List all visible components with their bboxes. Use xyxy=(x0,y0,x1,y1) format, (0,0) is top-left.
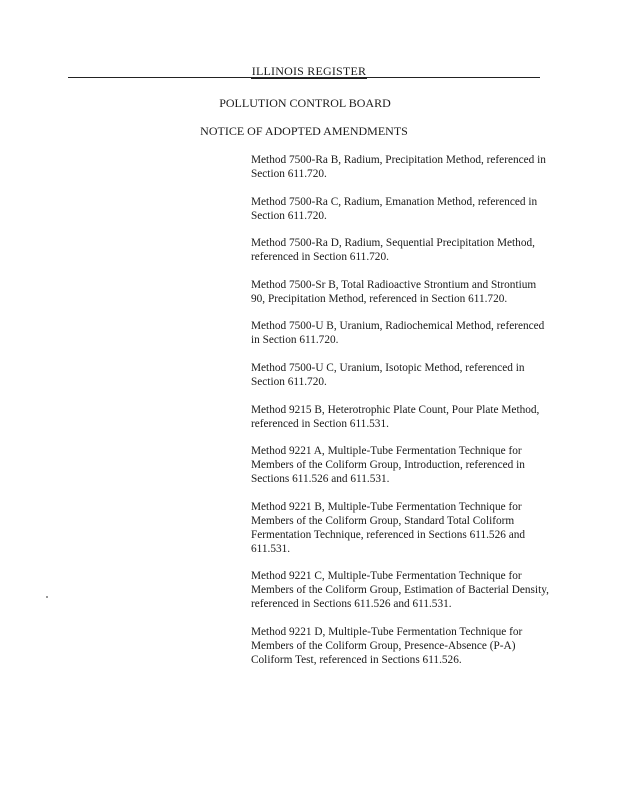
method-entry: Method 7500-U C, Uranium, Isotopic Method, referenced in Section 611.720. xyxy=(251,361,525,388)
method-entry: Method 7500-Ra C, Radium, Emanation Method, referenced in Section 611.720. xyxy=(251,195,538,222)
method-entry: Method 7500-Sr B, Total Radioactive Strontium and Strontium 90, Precipitation Method, referenced in Section 611.720. xyxy=(251,278,537,305)
methods-list xyxy=(251,153,551,681)
register-title xyxy=(0,65,618,79)
method-entry: Method 9221 C, Multiple-Tube Fermentation Technique for Members of the Coliform Group, Estimation of Bacterial Density, referenced in Sections 611.526 and 611.531. xyxy=(251,570,549,611)
method-entry: Method 7500-Ra D, Radium, Sequential Precipitation Method, referenced in Section 611.720. xyxy=(251,237,535,264)
method-entry: Method 7500-U B, Uranium, Radiochemical Method, referenced in Section 611.720. xyxy=(251,320,545,347)
register-title-text: ILLINOIS REGISTER xyxy=(251,64,367,78)
method-entry: Method 9215 B, Heterotrophic Plate Count, Pour Plate Method, referenced in Section 611.531. xyxy=(251,403,540,430)
method-entry: Method 9221 A, Multiple-Tube Fermentation Technique for Members of the Coliform Group, Introduction, referenced in Sections 611.526 and 611.531. xyxy=(251,445,525,486)
board-title: POLLUTION CONTROL BOARD xyxy=(219,96,391,110)
method-entry: Method 7500-Ra B, Radium, Precipitation Method, referenced in Section 611.720. xyxy=(251,154,546,180)
method-entry: Method 9221 B, Multiple-Tube Fermentation Technique for Members of the Coliform Group, Standard Total Coliform Fermentation Technique, referenced in Sections 611.526 and 611.531. xyxy=(251,500,526,555)
scan-speck xyxy=(46,596,48,598)
method-entry: Method 9221 D, Multiple-Tube Fermentation Technique for Members of the Coliform Group, Presence-Absence (P-A) Coliform Test, referenced in Sections 611.526. xyxy=(251,625,523,666)
notice-title: NOTICE OF ADOPTED AMENDMENTS xyxy=(200,124,408,138)
